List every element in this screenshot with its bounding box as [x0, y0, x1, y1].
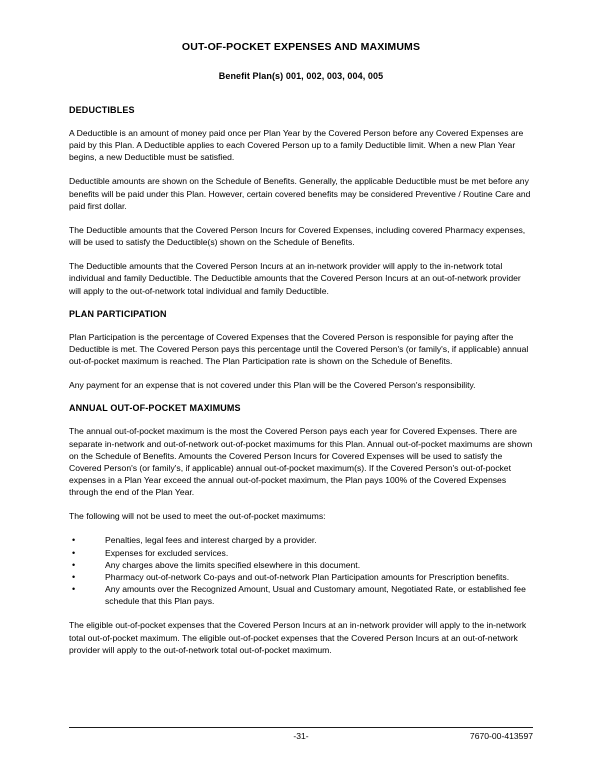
page-title: OUT-OF-POCKET EXPENSES AND MAXIMUMS: [181, 41, 421, 53]
list-item: [69, 547, 533, 559]
section-heading-plan-participation: PLAN PARTICIPATION: [69, 308, 167, 319]
list-item-text: Pharmacy out-of-network Co-pays and out-of-network Plan Participation amounts for Prescription benefits.: [105, 571, 510, 582]
plan-participation-paragraph-1: Plan Participation is the percentage of Covered Expenses that the Covered Person is responsible for paying after the Deductible is met. The Covered Person pays this percentage until the Covered Person's (or family's, if applicable) annual out-of-pocket maximum is reached. The Plan Participation rate is shown on the Schedule of Benefits.: [69, 331, 529, 367]
bullet-icon: •: [72, 547, 76, 558]
spacer: [69, 297, 533, 309]
exclusions-list: [69, 534, 533, 607]
bullet-icon: •: [72, 535, 76, 546]
bullet-icon: •: [72, 559, 76, 570]
bullet-icon: •: [72, 571, 76, 582]
annual-oop-paragraph-1: The annual out-of-pocket maximum is the most the Covered Person pays each year for Covered Expenses. There are separate in-network and out-of-network out-of-pocket maximums for this Plan. Annual out-of-pocket maximums are shown on the Schedule of Benefits. Amounts the Covered Person Incurs for Covered Expenses will be used to satisfy the Covered Person's (or family's, if applicable) annual out-of-pocket maximum(s). If the Covered Person's out-of-pocket expenses in a Plan Year exceed the annual out-of-pocket maximum, the Plan pays 100% of the Covered Expenses through the end of the Plan Year.: [69, 426, 533, 498]
spacer: [69, 391, 533, 403]
spacer: [69, 212, 533, 224]
section-heading-annual-oop-maximums: ANNUAL OUT-OF-POCKET MAXIMUMS: [69, 403, 241, 414]
footer-divider: [69, 727, 533, 728]
list-item-text: Penalties, legal fees and interest charged by a provider.: [105, 535, 317, 546]
spacer: [69, 607, 533, 619]
list-item: [69, 534, 533, 546]
footer-content: [69, 731, 533, 747]
page-footer: [69, 727, 533, 747]
bullet-icon: •: [72, 584, 76, 595]
page-number: -31-: [293, 731, 309, 741]
spacer: [69, 94, 533, 105]
page-subtitle: Benefit Plan(s) 001, 002, 003, 004, 005: [218, 71, 384, 81]
document-page: [69, 0, 533, 776]
spacer: [69, 319, 533, 331]
spacer: [69, 115, 533, 127]
deductibles-paragraph-1: A Deductible is an amount of money paid once per Plan Year by the Covered Person before any Covered Expenses are paid by this Plan. A Deductible applies to each Covered Person up to a family Deductible limit. When a new Plan Year begins, a new Deductible must be satisfied.: [69, 128, 524, 163]
spacer: [69, 163, 533, 175]
list-item: [69, 571, 533, 583]
deductibles-paragraph-4: The Deductible amounts that the Covered Person Incurs at an in-network provider will apply to the in-network total individual and family Deductible. The Deductible amounts that the Covered Person Incurs at an out-of-network provider will apply to the out-of-network total individual and family Deductible.: [69, 261, 521, 296]
spacer: [69, 498, 533, 510]
document-id: 7670-00-413597: [469, 731, 533, 741]
list-item: [69, 583, 533, 607]
plan-participation-paragraph-2: Any payment for an expense that is not covered under this Plan will be the Covered Person's responsibility.: [69, 380, 476, 391]
section-heading-deductibles: DEDUCTIBLES: [69, 105, 135, 115]
spacer: [69, 367, 533, 379]
deductibles-paragraph-2: Deductible amounts are shown on the Schedule of Benefits. Generally, the applicable Deductible must be met before any benefits will be paid under this Plan. However, certain covered benefits may be considered Preventive / Routine Care and paid first dollar.: [69, 176, 531, 211]
annual-oop-paragraph-2: The following will not be used to meet the out-of-pocket maximums:: [69, 511, 326, 522]
annual-oop-paragraph-3: The eligible out-of-pocket expenses that the Covered Person Incurs at an in-network provider will apply to the in-network total out-of-pocket maximum. The eligible out-of-pocket expenses that the Covered Person Incurs at an out-of-network provider will apply to the out-of-network total out-of-pocket maximum.: [69, 620, 527, 655]
list-item-text: Any amounts over the Recognized Amount, Usual and Customary amount, Negotiated Rate, or established fee schedule that this Plan pays.: [105, 584, 526, 607]
list-item-text: Expenses for excluded services.: [105, 547, 229, 558]
list-item: [69, 559, 533, 571]
spacer: [69, 413, 533, 425]
spacer: [69, 248, 533, 260]
spacer: [69, 522, 533, 534]
list-item-text: Any charges above the limits specified elsewhere in this document.: [105, 559, 361, 570]
spacer: [69, 81, 533, 94]
deductibles-paragraph-3: The Deductible amounts that the Covered Person Incurs for Covered Expenses, including covered Pharmacy expenses, will be used to satisfy the Deductible(s) shown on the Schedule of Benefits.: [69, 224, 526, 248]
